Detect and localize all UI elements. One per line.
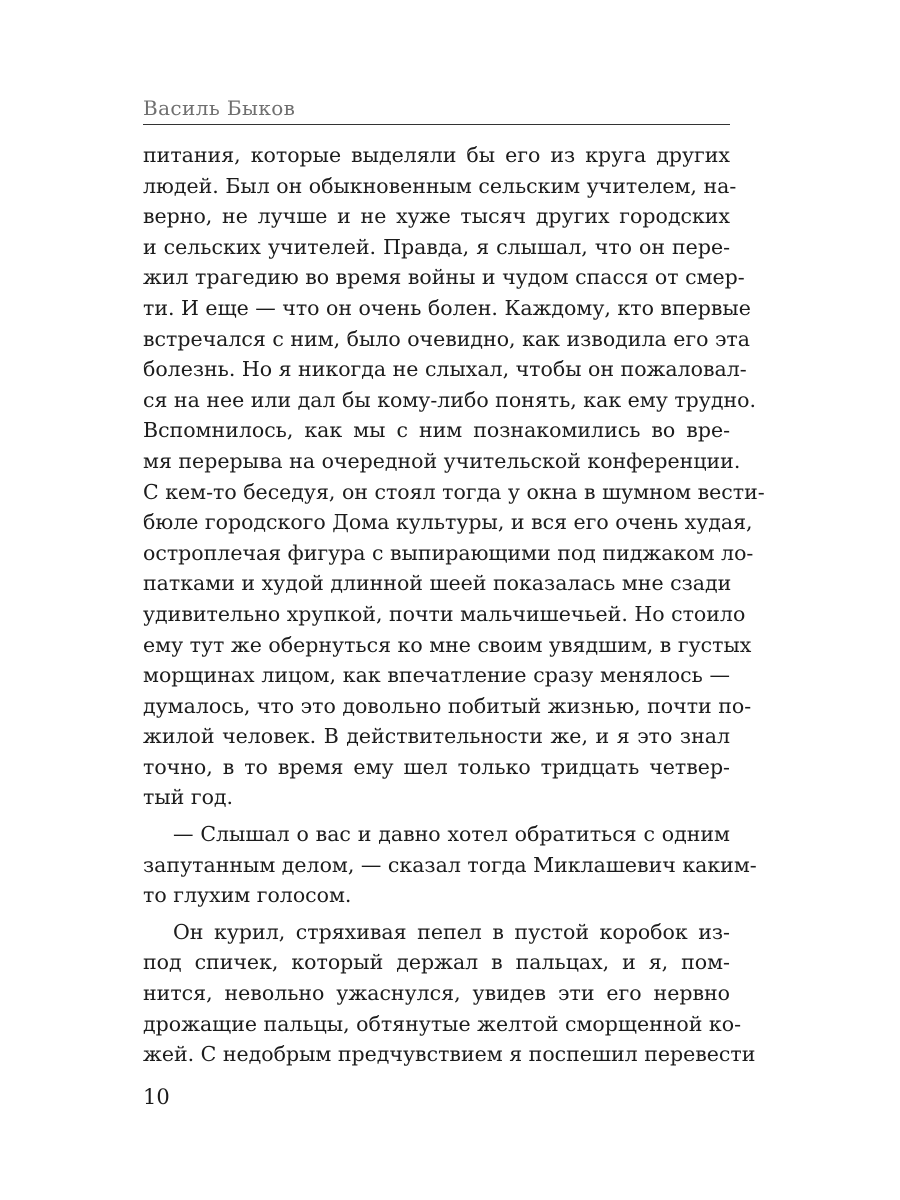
text-line: болезнь. Но я никогда не слыхал, чтобы он пожаловал- [143, 357, 747, 382]
text-line: ся на нее или дал бы кому-либо понять, как ему трудно. [143, 387, 756, 412]
text-line: тый год. [143, 785, 234, 810]
text-line: ему тут же обернуться ко мне своим увядшим, в густых [143, 632, 752, 657]
text-line: — Слышал о вас и давно хотел обратиться с одним [173, 822, 730, 847]
text-line: нится, невольно ужаснулся, увидев эти его нервно [143, 981, 730, 1006]
page-body [143, 140, 765, 1070]
paragraph [143, 917, 756, 1070]
text-line: Вспомнилось, как мы с ним познакомились во вре- [143, 418, 730, 443]
page-number: 10 [143, 1085, 170, 1109]
text-line: то глухим голосом. [143, 883, 352, 908]
text-line: морщинах лицом, как впечатление сразу менялось — [143, 663, 730, 688]
text-line: патками и худой длинной шеей показалась мне сзади [143, 571, 732, 596]
header-rule [143, 124, 730, 125]
text-line: запутанным делом, — сказал тогда Миклашевич каким- [143, 852, 757, 877]
text-line: под спичек, который держал в пальцах, и я, пом- [143, 950, 730, 975]
text-line: питания, которые выделяли бы его из круга других [143, 143, 730, 167]
text-line: удивительно хрупкой, почти мальчишечьей. Но стоило [143, 601, 746, 626]
text-line: точно, в то время ему шел только тридцать четвер- [143, 754, 730, 779]
text-line: думалось, что это довольно побитый жизнью, почти по- [143, 693, 752, 718]
text-line: С кем-то беседуя, он стоял тогда у окна в шумном вести- [143, 479, 765, 504]
text-line: людей. Был он обыкновенным сельским учителем, на- [143, 173, 737, 198]
text-line: жил трагедию во время войны и чудом спасся от смер- [143, 265, 745, 290]
text-line: остроплечая фигура с выпирающими под пиджаком ло- [143, 540, 754, 565]
text-line: жилой человек. В действительности же, и я это знал [143, 724, 730, 749]
text-line: мя перерыва на очередной учительской конференции. [143, 448, 741, 473]
text-line: жей. С недобрым предчувствием я поспешил перевести [143, 1042, 756, 1067]
text-line: бюле городского Дома культуры, и вся его очень худая, [143, 510, 753, 535]
text-line: верно, не лучше и не хуже тысяч других городских [143, 204, 730, 229]
running-head: Василь Быков [143, 96, 296, 120]
text-line: ти. И еще — что он очень болен. Каждому, кто впервые [143, 295, 751, 320]
text-line: Он курил, стряхивая пепел в пустой коробок из- [173, 919, 730, 944]
text-line: дрожащие пальцы, обтянутые желтой сморщенной ко- [143, 1011, 742, 1036]
text-line: встречался с ним, было очевидно, как изводила его эта [143, 326, 750, 351]
paragraph [143, 140, 765, 813]
text-line: и сельских учителей. Правда, я слышал, что он пере- [143, 234, 730, 259]
paragraph [143, 819, 757, 911]
